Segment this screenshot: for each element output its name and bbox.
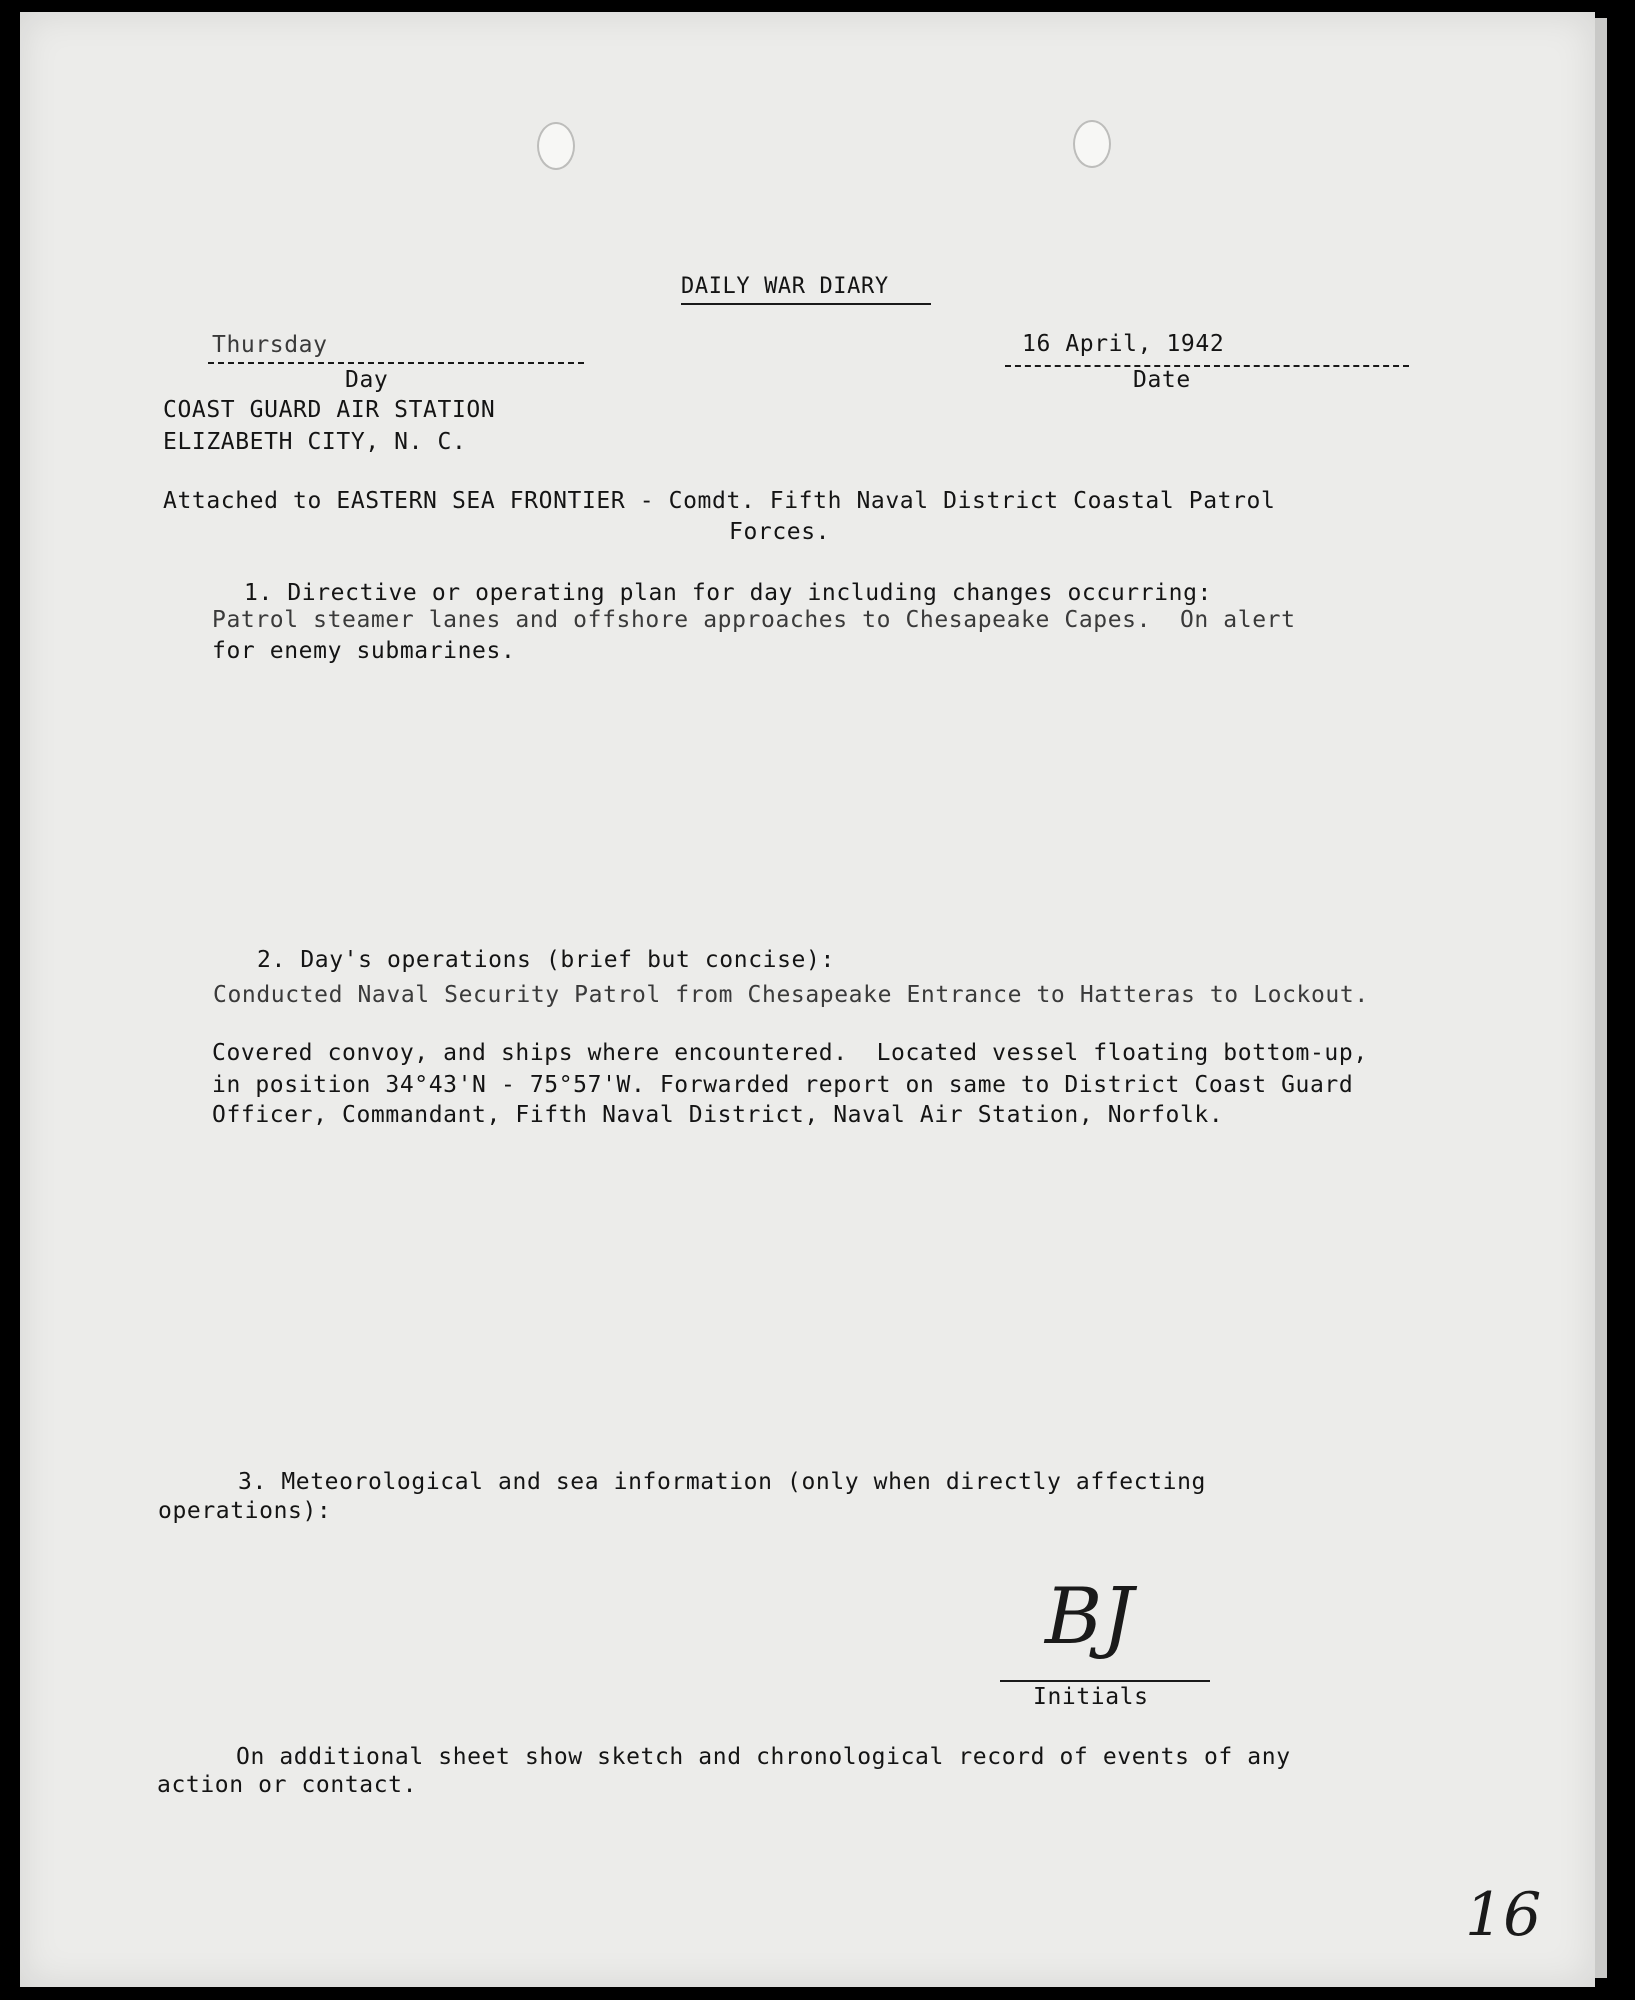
section-1-line-1: Patrol steamer lanes and offshore approaches to Chesapeake Capes. On alert xyxy=(212,607,1296,633)
initials-underline xyxy=(1000,1680,1210,1682)
document-title: DAILY WAR DIARY xyxy=(681,274,889,299)
section-1-line-2: for enemy submarines. xyxy=(212,638,516,664)
section-2-line-1: Conducted Naval Security Patrol from Chesapeake Entrance to Hatteras to Lockout. xyxy=(213,982,1369,1008)
section-2-line-3: in position 34°43'N - 75°57'W. Forwarded report on same to District Coast Guard xyxy=(212,1072,1354,1098)
footer-line-1: On additional sheet show sketch and chronological record of events of any xyxy=(236,1744,1291,1770)
page-number: 16 xyxy=(1465,1880,1542,1950)
section-3-line-2: operations): xyxy=(158,1498,332,1524)
station-line-2: ELIZABETH CITY, N. C. xyxy=(163,429,467,455)
page-edge xyxy=(1595,18,1607,1978)
date-label: Date xyxy=(1133,367,1191,393)
initials-label: Initials xyxy=(1033,1684,1149,1710)
date-underline xyxy=(1005,365,1409,367)
attached-line-1: Attached to EASTERN SEA FRONTIER - Comdt. Fifth Naval District Coastal Patrol xyxy=(163,488,1276,514)
date-value: 16 April, 1942 xyxy=(1022,331,1225,357)
station-line-1: COAST GUARD AIR STATION xyxy=(163,397,496,423)
section-2-line-4: Officer, Commandant, Fifth Naval District, Naval Air Station, Norfolk. xyxy=(212,1102,1224,1128)
section-1-heading: 1. Directive or operating plan for day including changes occurring: xyxy=(244,580,1212,606)
punch-hole-right xyxy=(1073,120,1111,168)
day-value: Thursday xyxy=(212,332,328,358)
day-underline xyxy=(208,362,584,364)
section-2-heading: 2. Day's operations (brief but concise): xyxy=(257,947,835,973)
handwritten-initials: BJ xyxy=(1045,1572,1134,1662)
day-label: Day xyxy=(345,367,389,393)
section-2-line-2: Covered convoy, and ships where encountered. Located vessel floating bottom-up, xyxy=(212,1040,1368,1066)
section-3-heading: 3. Meteorological and sea information (only when directly affecting xyxy=(238,1469,1206,1495)
title-underline xyxy=(681,303,931,305)
punch-hole-left xyxy=(537,122,575,170)
attached-line-2: Forces. xyxy=(729,519,831,545)
footer-line-2: action or contact. xyxy=(157,1772,418,1798)
